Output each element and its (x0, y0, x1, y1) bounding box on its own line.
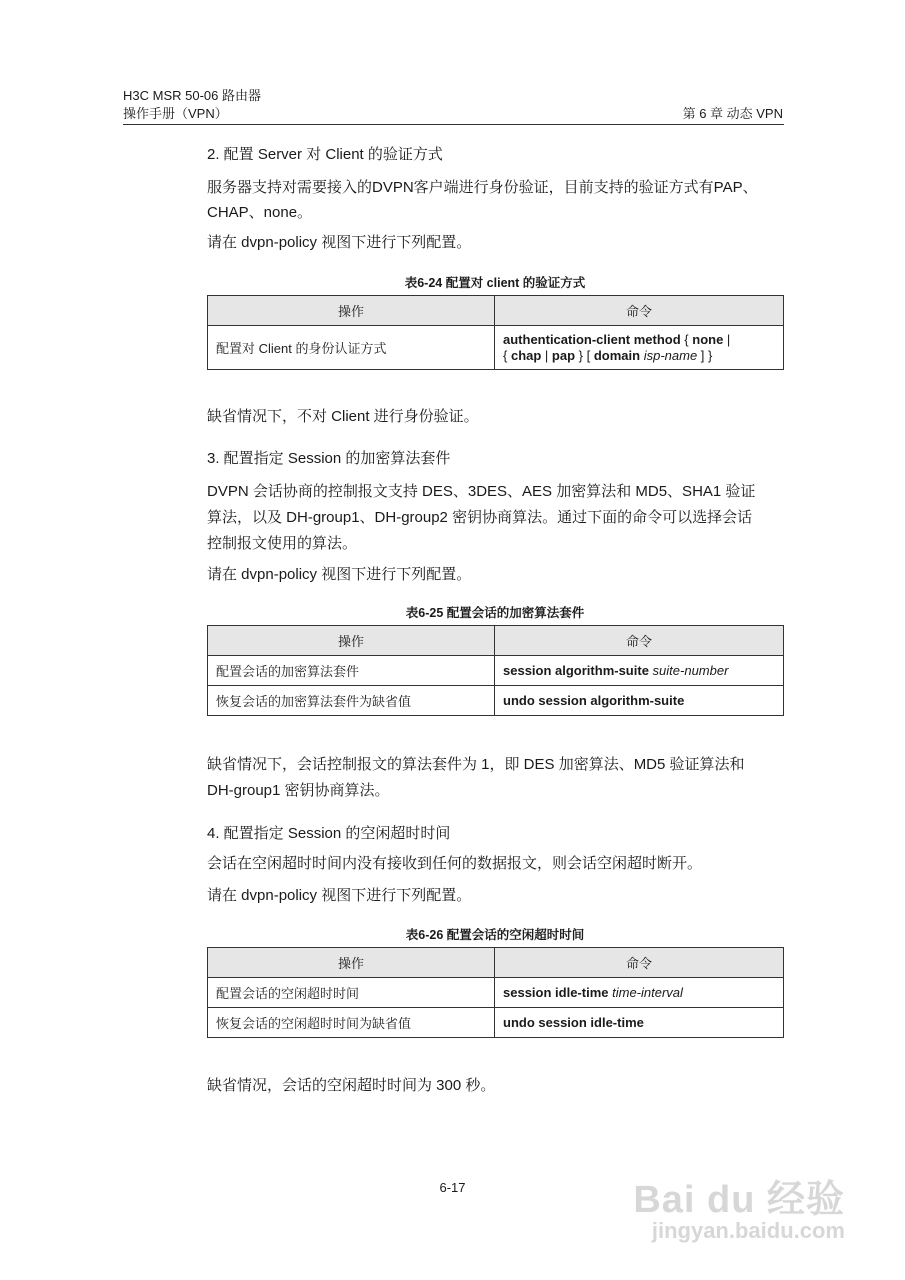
section-4-default: 缺省情况，会话的空闲超时时间为 300 秒。 (207, 1077, 496, 1094)
cell-command (495, 656, 784, 686)
cmd-argument: suite-number (652, 663, 729, 678)
table-row (208, 1008, 784, 1038)
section-3-default-line2: DH-group1 密钥协商算法。 (207, 782, 390, 799)
section-3-para-line3: 控制报文使用的算法。 (207, 535, 358, 552)
table-row (208, 686, 784, 716)
cell-operation: 配置对 Client 的身份认证方式 (208, 326, 495, 370)
table-6-26 (207, 947, 784, 1038)
table-6-24-caption: 表6-24 配置对 client 的验证方式 (404, 276, 586, 290)
cmd-keyword: domain (593, 347, 641, 363)
section-2-default: 缺省情况下，不对 Client 进行身份验证。 (207, 408, 479, 425)
section-3-para-line1: DVPN 会话协商的控制报文支持 DES、3DES、AES 加密算法和 MD5、SHA1 验证 (207, 483, 756, 500)
table-6-25-caption: 表6-25 配置会话的加密算法套件 (405, 606, 585, 620)
cell-command (495, 978, 784, 1008)
table-row (208, 978, 784, 1008)
section-3-heading: 3. 配置指定 Session 的加密算法套件 (207, 450, 451, 467)
th-operation: 操作 (208, 626, 495, 656)
cmd-keyword: session algorithm-suite (503, 663, 649, 678)
header-manual: 操作手册（VPN） (123, 106, 228, 121)
cmd-keyword: authentication-client method (503, 331, 681, 347)
cmd-keyword: session idle-time (503, 985, 609, 1000)
th-command: 命令 (495, 948, 784, 978)
section-2-para-line1: 服务器支持对需要接入的DVPN客户端进行身份验证，目前支持的验证方式有PAP、 (207, 179, 758, 196)
cmd-argument: time-interval (612, 985, 683, 1000)
section-3-default-line1: 缺省情况下，会话控制报文的算法套件为 1，即 DES 加密算法、MD5 验证算法和 (207, 756, 745, 773)
page-number: 6-17 (439, 1180, 466, 1195)
cell-operation: 配置会话的加密算法套件 (208, 656, 495, 686)
cmd-sep: } [ (575, 347, 594, 363)
th-command: 命令 (495, 296, 784, 326)
table-header-row (208, 626, 784, 656)
cmd-keyword: none (692, 331, 724, 347)
section-4-para: 会话在空闲超时时间内没有接收到任何的数据报文，则会话空闲超时断开。 (207, 855, 703, 872)
section-2-heading: 2. 配置 Server 对 Client 的验证方式 (207, 146, 443, 163)
table-header-row (208, 296, 784, 326)
cell-operation: 配置会话的空闲超时时间 (208, 978, 495, 1008)
cmd-sep: | (541, 347, 552, 363)
cell-operation: 恢复会话的空闲超时时间为缺省值 (208, 1008, 495, 1038)
section-4-heading: 4. 配置指定 Session 的空闲超时时间 (207, 825, 451, 842)
th-command: 命令 (495, 626, 784, 656)
section-4-view-note: 请在 dvpn-policy 视图下进行下列配置。 (207, 887, 472, 904)
th-operation: 操作 (208, 296, 495, 326)
cmd-sep: { (503, 347, 511, 363)
cmd-keyword: pap (551, 347, 576, 363)
cell-operation: 恢复会话的加密算法套件为缺省值 (208, 686, 495, 716)
cell-command: undo session idle-time (495, 1008, 784, 1038)
cmd-argument: isp-name (643, 347, 698, 363)
table-header-row (208, 948, 784, 978)
table-6-26-caption: 表6-26 配置会话的空闲超时时间 (405, 928, 585, 942)
cmd-sep: { (680, 331, 693, 347)
header-product: H3C MSR 50-06 路由器 (123, 88, 261, 103)
table-row (208, 656, 784, 686)
watermark-brand: Bai du 经验 (633, 1179, 845, 1221)
section-3-view-note: 请在 dvpn-policy 视图下进行下列配置。 (207, 566, 472, 583)
cmd-sep: | (723, 331, 731, 347)
table-6-24 (207, 295, 784, 370)
header-chapter: 第 6 章 动态 VPN (682, 106, 783, 121)
th-operation: 操作 (208, 948, 495, 978)
table-row (208, 326, 784, 370)
header-rule (123, 124, 784, 125)
cell-command (495, 326, 784, 370)
table-6-25 (207, 625, 784, 716)
cmd-keyword: chap (510, 347, 542, 363)
section-3-para-line2: 算法，以及 DH-group1、DH-group2 密钥协商算法。通过下面的命令可以选择会话 (207, 509, 753, 526)
section-2-view-note: 请在 dvpn-policy 视图下进行下列配置。 (207, 234, 472, 251)
cell-command: undo session algorithm-suite (495, 686, 784, 716)
section-2-para-line2: CHAP、none。 (207, 204, 313, 221)
cmd-sep: ] } (697, 347, 713, 363)
watermark-url: jingyan.baidu.com (651, 1218, 845, 1243)
